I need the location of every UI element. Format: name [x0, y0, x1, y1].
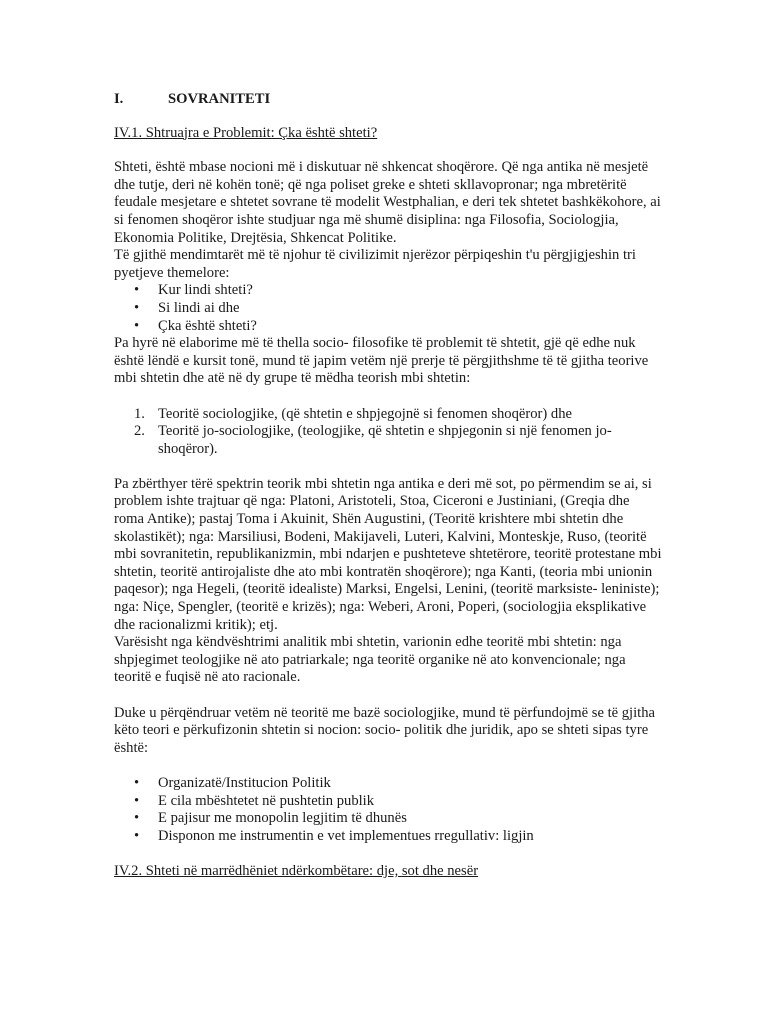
chapter-number: I.	[114, 91, 124, 107]
list-item	[114, 775, 662, 793]
list-item-text: Kur lindi shteti?	[158, 282, 253, 299]
paragraph-intro: Shteti, është mbase nocioni më i diskutuar në shkencat shoqërore. Që nga antika në mesjetë dhe tutje, deri në kohën tonë; që nga poliset greke e shteti skllavopronar; nga mbretëritë feudale mesjetare e shtetet sovrane të modelit Westphalian, e deri tek shtetet bashkëkohore, ai si fenomen shoqëror ishte studjuar nga më shumë disiplina: nga Filosofia, Sociologjia, Ekonomia Politike, Drejtësia, Shkencat Politike.	[114, 159, 661, 246]
list-item-text: E pajisur me monopolin legjitim të dhunës	[158, 810, 407, 827]
list-item-text: Çka është shteti?	[158, 317, 257, 334]
list-item	[114, 793, 662, 811]
list-item-text: Si lindi ai dhe	[158, 299, 240, 316]
list-number: 2.	[134, 423, 145, 440]
list-item-text: Organizatë/Institucion Politik	[158, 774, 331, 791]
theory-groups-list	[114, 406, 662, 459]
bullet-icon: •	[134, 282, 140, 299]
section-heading-iv2: IV.2. Shteti në marrëdhëniet ndërkombëtare: dje, sot dhe nesër	[114, 862, 479, 879]
spacer	[114, 687, 662, 705]
bullet-icon: •	[134, 810, 140, 827]
list-item-text: Teoritë jo-sociologjike, (teologjike, që shtetin e shpjegonin si një fenomen jo-shoqëror).	[158, 423, 612, 457]
bullet-icon: •	[134, 774, 140, 791]
bullet-icon: •	[134, 792, 140, 809]
definitions-list	[114, 775, 662, 845]
list-item	[114, 406, 662, 424]
list-item-text: Teoritë sociologjike, (që shtetin e shpjegojnë si fenomen shoqëror) dhe	[158, 405, 572, 422]
paragraph-spectrum: Pa zbërthyer tërë spektrin teorik mbi shtetin nga antika e deri më sot, po përmendim se ai, si problem ishte trajtuar që nga: Platoni, Aristoteli, Stoa, Ciceroni e Justiniani, (Greqia dhe roma Antike); pastaj Toma i Akuinit, Shën Augustini, (Teoritë krishtere mbi shtetin dhe skolastikët); nga: Marsiliusi, Bodeni, Makijaveli, Luteri, Kalvini, Monteskje, Ruso, (teoritë mbi sovranitetin, republikanizmin, mbi ndarjen e pushteteve shtetërore, teoritë protestane mbi shtetin, teoritë antirojaliste dhe ato mbi kontratën shoqërore); nga Kanti, (teoria mbi unionin paqesor); nga Hegeli, (teoritë idealiste) Marksi, Engelsi, Lenini, (teoritë marksiste- leniniste); nga: Niçe, Spengler, (teoritë e krizës); nga: Weberi, Aroni, Poperi, (sociologjia eksplikative dhe racionalizmi kritik); etj.	[114, 475, 662, 633]
paragraph-conclusion: Duke u përqëndruar vetëm në teoritë me bazë sociologjike, mund të përfundojmë se të gjitha këto teori e përkufizonin shtetin si nocion: socio- politik dhe juridik, apo se shteti sipas tyre është:	[114, 704, 655, 756]
list-item-text: E cila mbështetet në pushtetin publik	[158, 792, 375, 809]
spacer	[114, 458, 662, 476]
chapter-heading	[114, 91, 662, 109]
list-item	[114, 300, 662, 318]
paragraph-questions-intro: Të gjithë mendimtarët më të njohur të civilizimit njerëzor përpiqeshin t'u përgjigjeshin tri pyetjeve themelore:	[114, 247, 636, 281]
bullet-icon: •	[134, 299, 140, 316]
paragraph-variance: Varësisht nga këndvështrimi analitik mbi shtetin, varionin edhe teoritë mbi shtetin: nga shpjegimet teologjike në ato patriarkale; nga teoritë organike në ato konvencionale; nga teoritë e fuqisë në ato racionale.	[114, 634, 626, 686]
list-item	[114, 828, 662, 846]
list-item-text: Disponon me instrumentin e vet implementues rregullativ: ligjin	[158, 827, 534, 844]
bullet-icon: •	[134, 827, 140, 844]
list-item	[114, 282, 662, 300]
paragraph-elaboration: Pa hyrë në elaborime më të thella socio- filosofike të problemit të shtetit, gjë që edhe nuk është lëndë e kursit tonë, mund të japim vetëm një prerje të përgjithshme të të gjitha teorive mbi shtetin dhe atë në dy grupe të mëdha teorish mbi shtetin:	[114, 335, 649, 387]
chapter-title: SOVRANITETI	[168, 91, 271, 107]
list-item	[114, 810, 662, 828]
list-item	[114, 423, 662, 458]
bullet-icon: •	[134, 317, 140, 334]
spacer	[114, 757, 662, 775]
spacer	[114, 388, 662, 406]
list-item	[114, 318, 662, 336]
document-page	[114, 91, 662, 898]
questions-list	[114, 282, 662, 335]
spacer	[114, 845, 662, 863]
section-heading-iv1: IV.1. Shtruajra e Problemit: Çka është shteti?	[114, 124, 378, 141]
list-number: 1.	[134, 405, 145, 422]
